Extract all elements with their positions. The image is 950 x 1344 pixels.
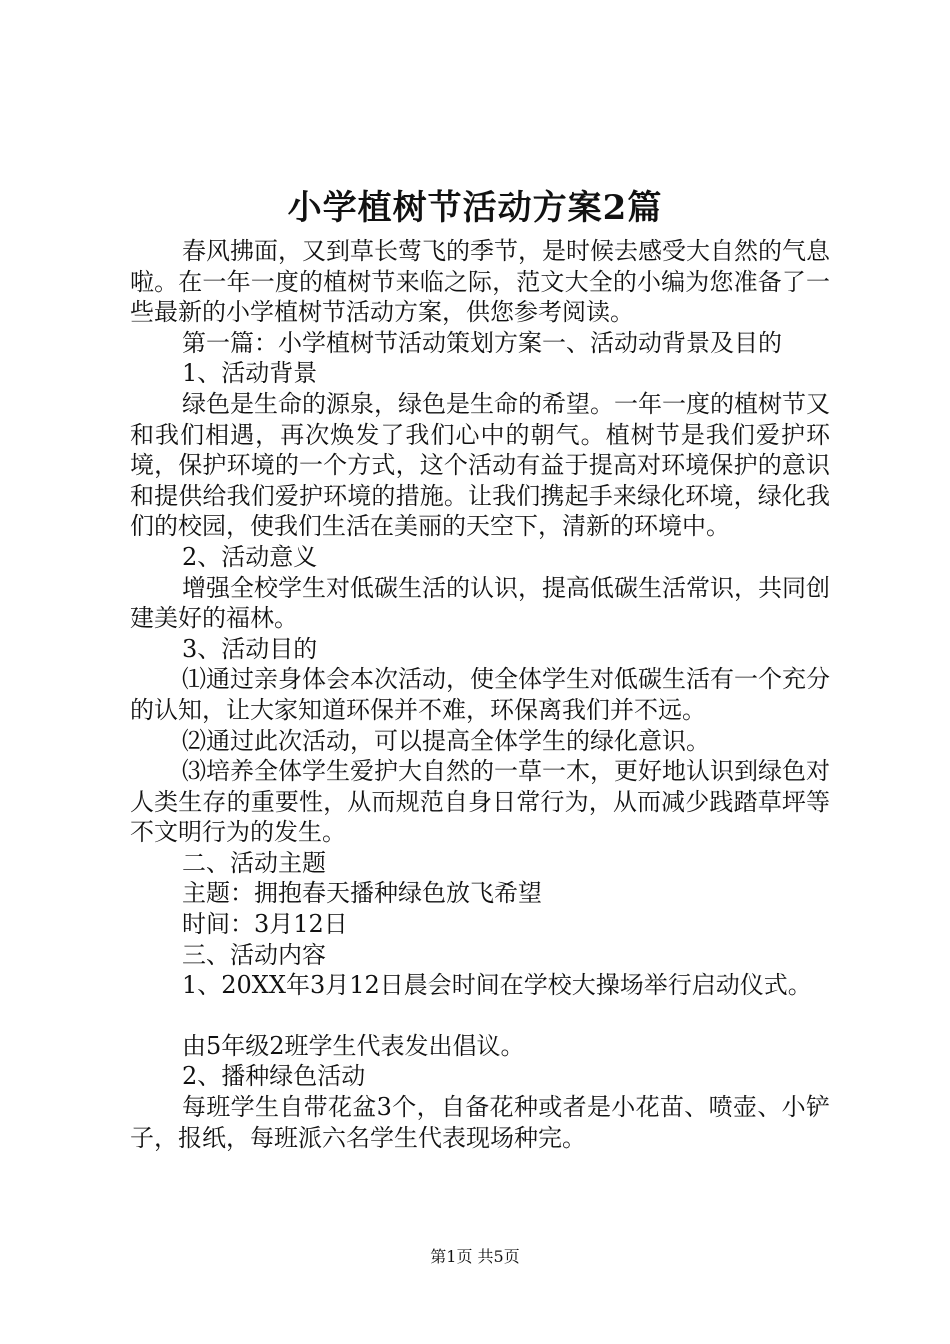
paragraph-purpose-1: ⑴通过亲身体会本次活动，使全体学生对低碳生活有一个充分的认知，让大家知道环保并不难，环保离我们并不远。 <box>130 665 830 724</box>
paragraph-significance: 增强全校学生对低碳生活的认识，提高低碳生活常识，共同创建美好的福林。 <box>130 573 830 633</box>
document-body <box>130 236 830 1153</box>
paragraph-content-1: 1、20XX年3月12日晨会时间在学校大操场举行启动仪式。 <box>182 971 812 1000</box>
paragraph-heading-content: 三、活动内容 <box>182 940 326 969</box>
paragraph-heading-theme: 二、活动主题 <box>182 848 326 877</box>
paragraph-purpose-2: ⑵通过此次活动，可以提高全体学生的绿化意识。 <box>182 726 710 755</box>
paragraph-proposal: 由5年级2班学生代表发出倡议。 <box>182 1031 525 1060</box>
document-title: 小学植树节活动方案2篇 <box>287 188 663 228</box>
paragraph-time: 时间：3月12日 <box>182 910 348 939</box>
paragraph-theme: 主题：拥抱春天播种绿色放飞希望 <box>182 879 542 908</box>
paragraph-planting: 每班学生自带花盆3个，自备花种或者是小花苗、喷壶、小铲子，报纸，每班派六名学生代表现场种完。 <box>130 1093 830 1152</box>
paragraph-heading-significance: 2、活动意义 <box>182 542 318 571</box>
paragraph-heading-planting: 2、播种绿色活动 <box>182 1062 366 1091</box>
paragraph-intro: 春风拂面，又到草长莺飞的季节，是时候去感受大自然的气息啦。在一年一度的植树节来临之际，范文大全的小编为您准备了一些最新的小学植树节活动方案，供您参考阅读。 <box>130 237 830 327</box>
page-footer: 第1页 共5页 <box>430 1247 520 1266</box>
paragraph-section-heading: 第一篇：小学植树节活动策划方案一、活动动背景及目的 <box>182 328 782 357</box>
paragraph-background: 绿色是生命的源泉，绿色是生命的希望。一年一度的植树节又和我们相遇，再次焕发了我们心中的朝气。植树节是我们爱护环境，保护环境的一个方式，这个活动有益于提高对环境保护的意识和提供给我们爱护环境的措施。让我们携起手来绿化环境，绿化我们的校园，使我们生活在美丽的天空下，清新的环境中。 <box>130 389 830 541</box>
paragraph-heading-purpose: 3、活动目的 <box>182 634 318 663</box>
paragraph-heading-background: 1、活动背景 <box>182 359 318 388</box>
paragraph-purpose-3: ⑶培养全体学生爱护大自然的一草一木，更好地认识到绿色对人类生存的重要性，从而规范自身日常行为，从而减少践踏草坪等不文明行为的发生。 <box>130 757 830 847</box>
